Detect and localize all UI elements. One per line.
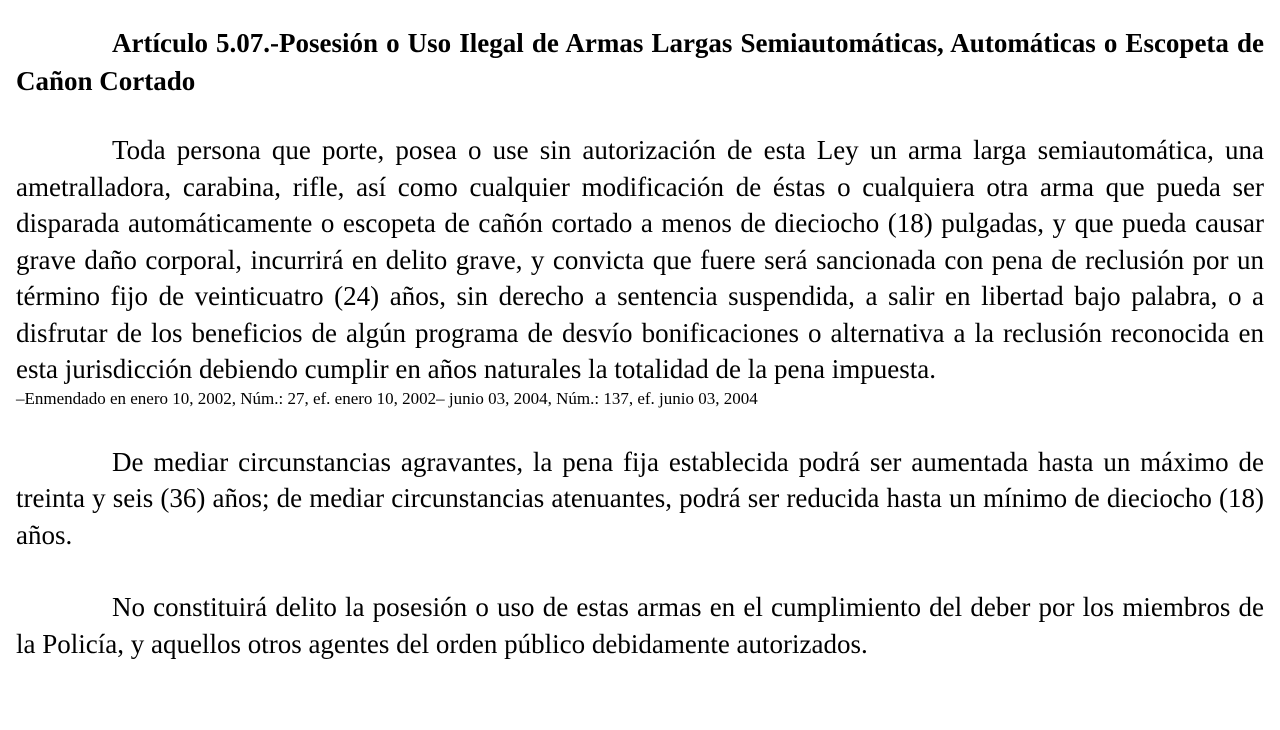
document-page: [16, 24, 1264, 662]
article-paragraph-3: No constituirá delito la posesión o uso de estas armas en el cumplimiento del deber por los miembros de la Policía, y aquellos otros agentes del orden público debidamente autorizados.: [16, 592, 1264, 659]
article-paragraph-1: Toda persona que porte, posea o use sin autorización de esta Ley un arma larga semiautomática, una ametralladora, carabina, rifle, así como cualquier modificación de éstas o cualquiera otra arma que pueda ser disparada automáticamente o escopeta de cañón cortado a menos de dieciocho (18) pulgadas, y que pueda causar grave daño corporal, incurrirá en delito grave, y convicta que fuere será sancionada con pena de reclusión por un término fijo de veinticuatro (24) años, sin derecho a sentencia suspendida, a salir en libertad bajo palabra, o a disfrutar de los beneficios de algún programa de desvío bonificaciones o alternativa a la reclusión reconocida en esta jurisdicción debiendo cumplir en años naturales la totalidad de la pena impuesta.: [16, 135, 1264, 384]
article-paragraph-2: De mediar circunstancias agravantes, la pena fija establecida podrá ser aumentada hasta un máximo de treinta y seis (36) años; de mediar circunstancias atenuantes, podrá ser reducida hasta un mínimo de dieciocho (18) años.: [16, 446, 1264, 550]
article-title: Artículo 5.07.-Posesión o Uso Ilegal de Armas Largas Semiautomáticas, Automáticas o Escopeta de Cañon Cortado: [16, 28, 1264, 96]
amendment-note: –Enmendado en enero 10, 2002, Núm.: 27, ef. enero 10, 2002– junio 03, 2004, Núm.: 137, ef. junio 03, 2004: [16, 388, 758, 408]
